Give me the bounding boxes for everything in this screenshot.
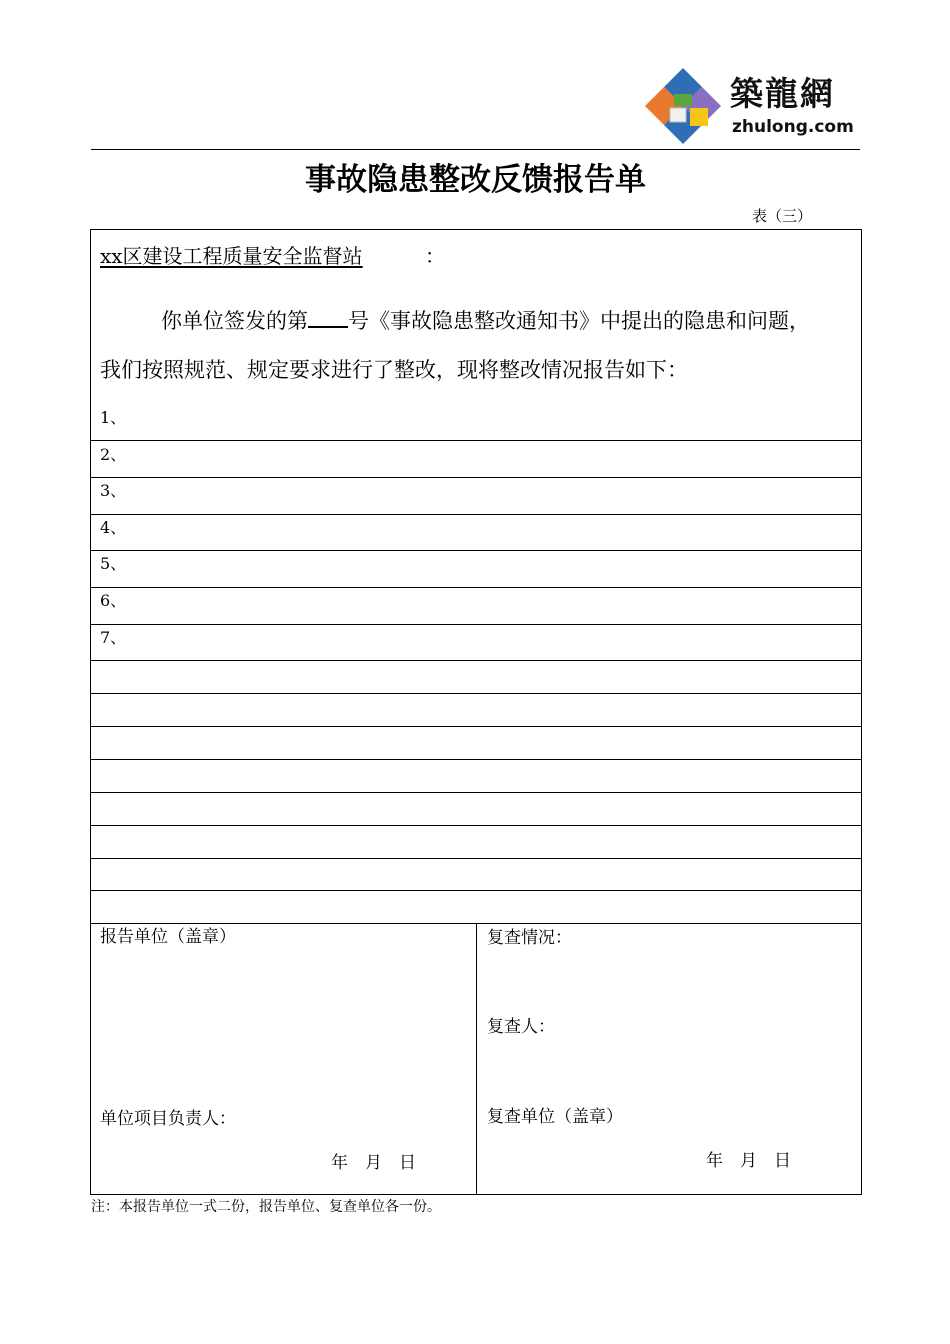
report-date-label: 年 月 日 (331, 1153, 416, 1173)
review-date-label: 年 月 日 (706, 1151, 791, 1171)
row-divider (91, 759, 861, 760)
footnote: 注：本报告单位一式二份，报告单位、复查单位各一份。 (91, 1199, 441, 1215)
page-title: 事故隐患整改反馈报告单 (305, 162, 646, 198)
project-leader-label: 单位项目负责人： (100, 1109, 236, 1129)
item-number: 4、 (100, 518, 127, 537)
intro-line-1-end: 号《事故隐患整改通知书》中提出的隐患和问题， (348, 309, 810, 333)
zhulong-logo (640, 64, 862, 148)
row-divider (91, 693, 861, 694)
review-unit-label: 复查单位（盖章） (487, 1107, 623, 1127)
item-number: 6、 (100, 591, 127, 610)
row-divider (91, 726, 861, 727)
row-divider (91, 550, 861, 551)
row-divider (91, 514, 861, 515)
review-status-label: 复查情况： (487, 928, 572, 948)
recipient-name: xx区建设工程质量安全监督站 (100, 244, 363, 268)
item-number: 5、 (100, 554, 127, 573)
item-number: 7、 (100, 628, 127, 647)
signature-column-divider (476, 923, 477, 1194)
row-divider (91, 477, 861, 478)
recipient-colon: ： (425, 244, 445, 268)
item-number: 3、 (100, 481, 127, 500)
logo-chinese-name: 築龍網 (730, 74, 835, 113)
row-divider (91, 587, 861, 588)
logo-mark-icon (640, 64, 726, 148)
item-number: 2、 (100, 445, 127, 464)
row-divider (91, 624, 861, 625)
form-number: 表（三） (752, 207, 813, 225)
logo-domain: zhulong.com (732, 117, 854, 137)
notice-number-blank[interactable] (308, 304, 348, 328)
report-unit-label: 报告单位（盖章） (100, 927, 236, 947)
row-divider (91, 858, 861, 859)
intro-line-2: 我们按照规范、规定要求进行了整改，现将整改情况报告如下： (100, 358, 688, 382)
item-number: 1、 (100, 408, 127, 427)
row-divider (91, 440, 861, 441)
row-divider (91, 792, 861, 793)
row-divider (91, 890, 861, 891)
report-form (90, 229, 862, 1195)
row-divider (91, 660, 861, 661)
intro-line-1 (161, 304, 810, 337)
intro-line-1-start: 你单位签发的第 (161, 309, 308, 333)
reviewer-label: 复查人： (487, 1017, 555, 1037)
row-divider (91, 825, 861, 826)
header-rule (91, 149, 860, 150)
